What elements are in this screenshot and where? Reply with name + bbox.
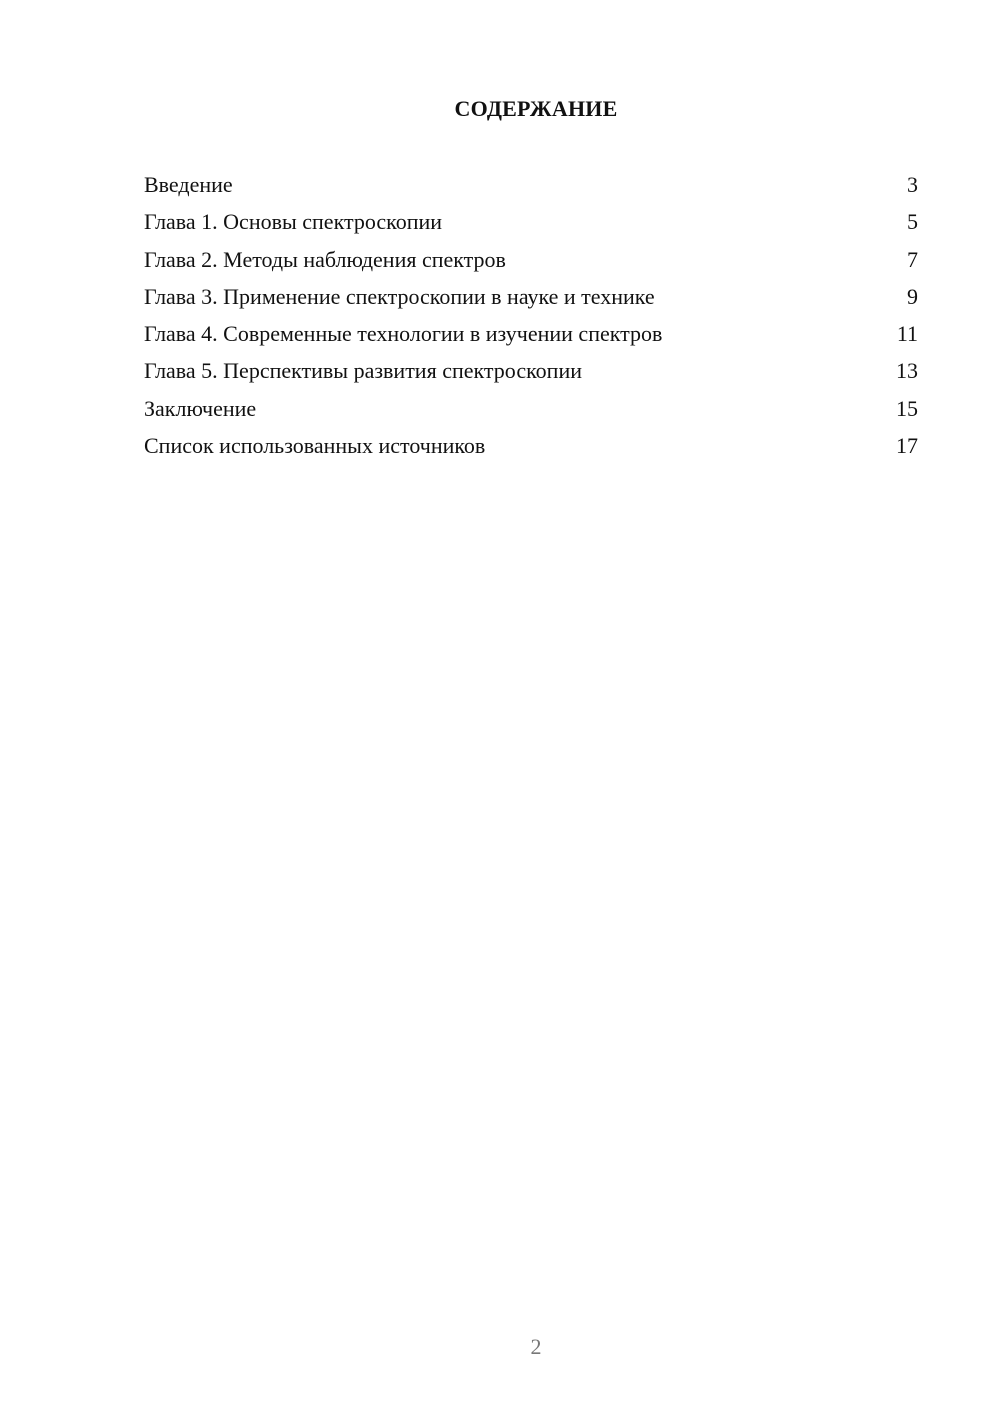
page-title: СОДЕРЖАНИЕ <box>454 96 618 121</box>
toc-entry <box>144 245 918 282</box>
toc-entry <box>144 394 918 431</box>
toc-entry <box>144 356 918 393</box>
toc-entry <box>144 170 918 207</box>
toc-entry-title: Заключение <box>144 395 257 421</box>
toc-entry-page: 9 <box>907 283 918 309</box>
table-of-contents <box>144 170 918 468</box>
toc-entry-page: 5 <box>907 209 918 235</box>
toc-entry-page: 7 <box>907 246 918 272</box>
toc-entry-title: Глава 3. Применение спектроскопии в науке и технике <box>144 283 655 309</box>
toc-entry-page: 15 <box>896 395 918 421</box>
toc-entry-page: 3 <box>907 172 918 197</box>
toc-entry <box>144 431 918 468</box>
toc-entry-title: Глава 1. Основы спектроскопии <box>144 209 443 235</box>
toc-entry <box>144 207 918 244</box>
toc-entry-title: Глава 2. Методы наблюдения спектров <box>144 246 506 272</box>
toc-entry-page: 13 <box>896 358 918 384</box>
page-number: 2 <box>530 1334 542 1359</box>
toc-entry <box>144 282 918 319</box>
toc-entry-title: Глава 4. Современные технологии в изучении спектров <box>144 321 663 347</box>
toc-entry-page: 11 <box>896 321 918 347</box>
toc-entry-page: 17 <box>896 433 918 459</box>
toc-entry-title: Список использованных источников <box>144 433 486 459</box>
toc-entry-title: Введение <box>144 172 233 197</box>
toc-entry-title: Глава 5. Перспективы развития спектроскопии <box>144 358 582 384</box>
toc-entry <box>144 319 918 356</box>
